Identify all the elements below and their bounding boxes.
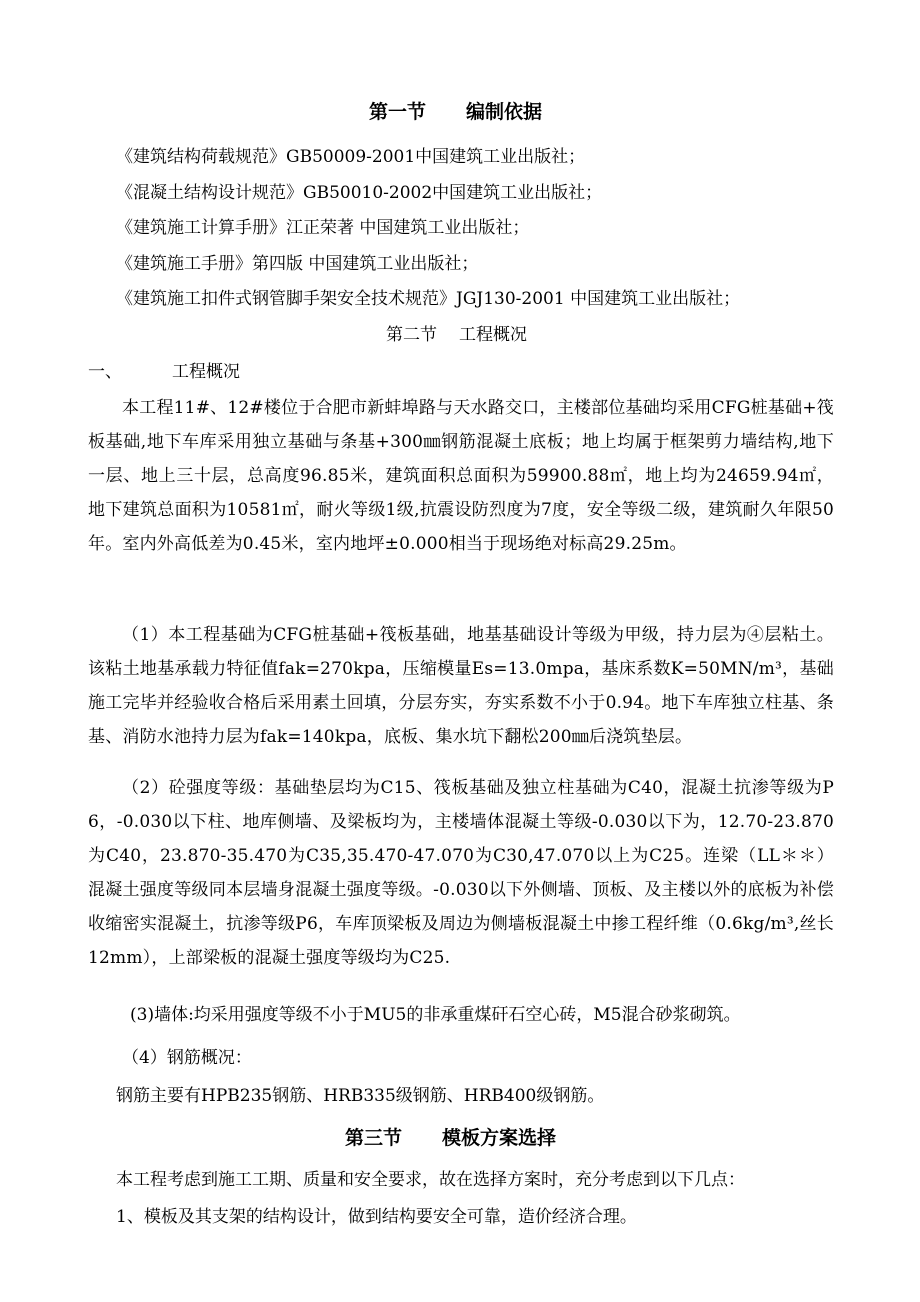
wall-paragraph: (3)墙体:均采用强度等级不小于MU5的非承重煤矸石空心砖，M5混合砂浆砌筑。	[130, 1005, 741, 1025]
reference-item: 《建筑施工计算手册》江正荣著 中国建筑工业出版社；	[116, 218, 530, 238]
reference-item: 《建筑施工扣件式钢管脚手架安全技术规范》JGJ130-2001 中国建筑工业出版社；	[116, 289, 741, 309]
reference-item: 《混凝土结构设计规范》GB50010-2002中国建筑工业出版社；	[116, 183, 603, 203]
project-overview-paragraph: 本工程11#、12#楼位于合肥市新蚌埠路与天水路交口，主楼部位基础均采用CFG桩基础+筏板基础,地下车库采用独立基础与条基+300㎜钢筋混凝土底板；地上均属于框架剪力墙结构,地下一层、地上三十层，总高度96.85米，建筑面积总面积为59900.88㎡，地上均为24659.94㎡，地下建筑总面积为10581㎡，耐火等级1级,抗震设防烈度为7度，安全等级二级，建筑耐久年限50年。室内外高低差为0.45米，室内地坪±0.000相当于现场绝对标高29.25m。	[88, 398, 834, 554]
section3-point-1: 1、模板及其支架的结构设计，做到结构要安全可靠，造价经济合理。	[116, 1207, 637, 1227]
subsection-title: 工程概况	[172, 362, 240, 382]
section3-number: 第三节	[345, 1127, 403, 1149]
subsection-number: 一、	[88, 362, 122, 382]
rebar-heading: （4）钢筋概况：	[122, 1048, 252, 1068]
section1-title: 编制依据	[466, 101, 543, 123]
rebar-paragraph: 钢筋主要有HPB235钢筋、HRB335级钢筋、HRB400级钢筋。	[116, 1086, 605, 1106]
section2-number: 第二节	[386, 325, 437, 345]
section3-title: 模板方案选择	[442, 1127, 557, 1149]
section2-heading	[386, 325, 527, 345]
reference-item: 《建筑结构荷载规范》GB50009-2001中国建筑工业出版社；	[116, 147, 586, 167]
reference-item: 《建筑施工手册》第四版 中国建筑工业出版社；	[116, 254, 479, 274]
section1-number: 第一节	[369, 101, 427, 123]
section3-heading	[345, 1127, 556, 1149]
section3-intro: 本工程考虑到施工工期、质量和安全要求，故在选择方案时，充分考虑到以下几点：	[116, 1170, 745, 1190]
subsection-heading	[88, 362, 240, 382]
section2-title: 工程概况	[459, 325, 527, 345]
concrete-strength-paragraph: （2）砼强度等级：基础垫层均为C15、筏板基础及独立柱基础为C40，混凝土抗渗等级为P6，-0.030以下柱、地库侧墙、及梁板均为，主楼墙体混凝土等级-0.030以下为，12.70-23.870为C40，23.870-35.470为C35,35.470-47.070为C30,47.070以上为C25。连梁（LL＊＊）混凝土强度等级同本层墙身混凝土强度等级。-0.030以下外侧墙、顶板、及主楼以外的底板为补偿收缩密实混凝土，抗渗等级P6，车库顶梁板及周边为侧墙板混凝土中掺工程纤维（0.6kg/m³,丝长12mm），上部梁板的混凝土强度等级均为C25.	[88, 778, 834, 968]
section1-heading	[369, 101, 542, 123]
foundation-paragraph: （1）本工程基础为CFG桩基础+筏板基础，地基基础设计等级为甲级，持力层为④层粘土。该粘土地基承载力特征值fak=270kpa，压缩模量Es=13.0mpa，基床系数K=50MN/m³，基础施工完毕并经验收合格后采用素土回填，分层夯实，夯实系数不小于0.94。地下车库独立柱基、条基、消防水池持力层为fak=140kpa，底板、集水坑下翻松200㎜后浇筑垫层。	[88, 625, 834, 747]
